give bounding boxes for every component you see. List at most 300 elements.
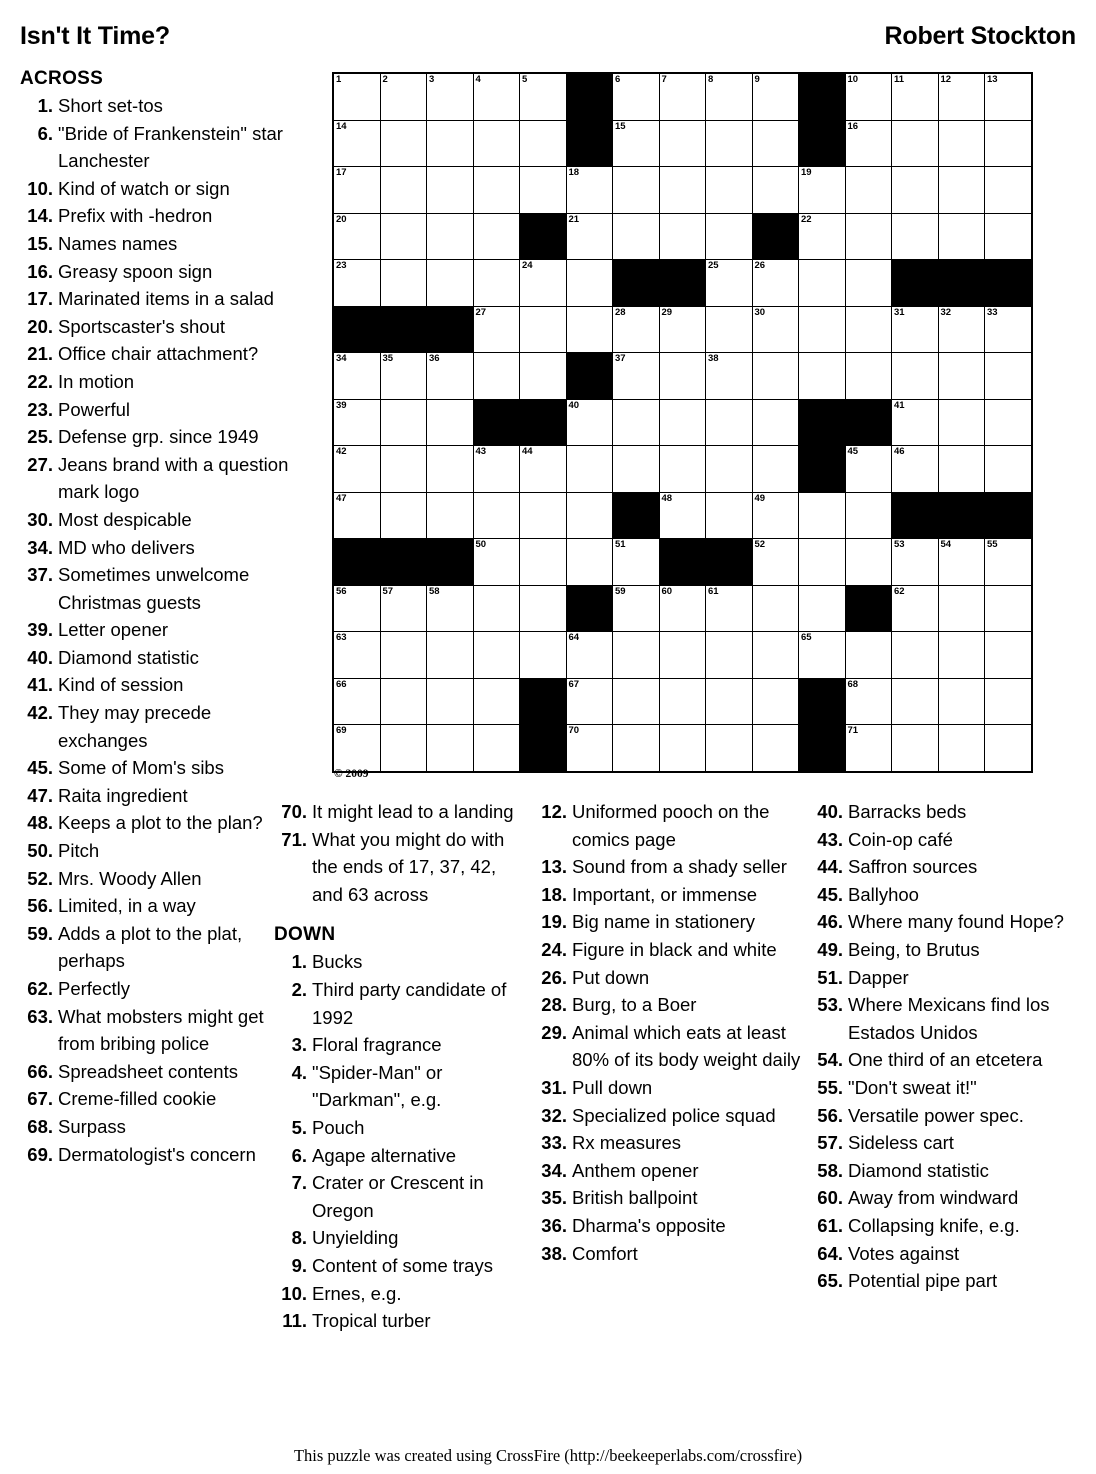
grid-cell[interactable] [427,492,474,539]
grid-cell[interactable] [613,120,660,167]
grid-cell-number: 67 [568,678,580,690]
grid-cell[interactable] [473,73,520,120]
grid-row [333,492,1032,539]
grid-cell[interactable] [892,306,939,353]
grid-cell[interactable] [333,260,380,307]
grid-cell[interactable] [473,725,520,772]
grid-cell[interactable] [892,585,939,632]
grid-cell[interactable] [799,492,846,539]
clue-text: Burg, to a Boer [572,994,697,1016]
grid-cell-block [427,306,474,353]
grid-cell[interactable] [892,725,939,772]
grid-cell[interactable] [799,260,846,307]
grid-cell[interactable] [473,306,520,353]
grid-cell-number: 41 [894,399,905,411]
grid-cell-number: 16 [847,120,859,132]
grid-cell[interactable] [845,446,892,493]
grid-cell[interactable] [520,539,567,586]
grid-cell-number: 68 [847,678,859,690]
grid-cell[interactable] [613,725,660,772]
grid-cell[interactable] [799,585,846,632]
grid-cell[interactable] [892,446,939,493]
grid-cell[interactable] [659,167,706,214]
grid-cell-number: 56 [336,585,347,597]
grid-cell[interactable] [566,167,613,214]
down-clue [534,881,806,909]
down-clue [274,1114,532,1142]
clue-number: 57. [817,1132,843,1154]
grid-cell[interactable] [938,73,985,120]
grid-cell[interactable] [380,73,427,120]
grid-cell[interactable] [613,539,660,586]
clue-number: 41. [27,674,53,696]
grid-cell[interactable] [659,353,706,400]
grid-cell-number: 30 [754,306,766,318]
grid-cell[interactable] [659,678,706,725]
grid-cell[interactable] [380,260,427,307]
grid-cell[interactable] [380,585,427,632]
grid-cell-block [333,539,380,586]
grid-cell[interactable] [892,539,939,586]
grid-row [333,120,1032,167]
grid-cell[interactable] [380,167,427,214]
grid-cell[interactable] [613,399,660,446]
grid-cell[interactable] [706,353,753,400]
down-clue [274,1307,532,1335]
grid-cell[interactable] [566,446,613,493]
grid-cell[interactable] [333,120,380,167]
grid-row [333,260,1032,307]
clue-text: Away from windward [848,1187,1019,1209]
grid-cell[interactable] [566,492,613,539]
grid-cell[interactable] [845,260,892,307]
grid-cell[interactable] [892,353,939,400]
grid-cell[interactable] [659,213,706,260]
down-clue [810,853,1080,881]
grid-cell[interactable] [613,353,660,400]
grid-cell[interactable] [752,120,799,167]
grid-cell-block [520,725,567,772]
grid-cell-number: 5 [522,74,528,85]
grid-cell[interactable] [752,399,799,446]
grid-cell[interactable] [892,73,939,120]
grid-cell[interactable] [380,678,427,725]
grid-cell[interactable] [566,678,613,725]
grid-cell[interactable] [659,585,706,632]
clue-number: 24. [541,938,567,960]
grid-cell[interactable] [845,492,892,539]
grid-cell[interactable] [427,632,474,679]
clue-number: 16. [27,260,53,282]
grid-cell[interactable] [613,585,660,632]
across-clue [20,534,290,562]
grid-cell-number: 42 [336,446,347,457]
grid-cell[interactable] [333,632,380,679]
grid-cell[interactable] [892,632,939,679]
grid-cell[interactable] [520,446,567,493]
grid-cell[interactable] [659,306,706,353]
crossword-grid[interactable] [332,72,1033,773]
clue-number: 28. [541,994,567,1016]
grid-cell[interactable] [613,446,660,493]
clue-text: Big name in stationery [572,911,756,933]
grid-cell[interactable] [333,492,380,539]
grid-cell[interactable] [333,73,380,120]
clue-text: Sound from a shady seller [572,856,787,878]
grid-cell[interactable] [938,725,985,772]
grid-cell[interactable] [659,492,706,539]
clue-text: Spreadsheet contents [58,1060,238,1082]
grid-cell[interactable] [613,306,660,353]
clue-number: 40. [817,801,843,822]
grid-cell[interactable] [427,353,474,400]
down-clue [810,991,1080,1046]
clue-number: 35. [541,1187,567,1209]
grid-cell[interactable] [473,167,520,214]
grid-cell[interactable] [752,632,799,679]
grid-cell[interactable] [985,353,1032,400]
grid-cell[interactable] [752,306,799,353]
grid-row [333,167,1032,214]
clue-number: 23. [27,398,53,420]
across-clue-list-1 [20,92,290,1168]
grid-cell[interactable] [985,725,1032,772]
grid-cell[interactable] [520,120,567,167]
grid-cell[interactable] [938,678,985,725]
grid-cell[interactable] [752,539,799,586]
across-clue [20,865,290,893]
clue-text: Sometimes unwelcome Christmas guests [58,564,250,613]
grid-cell[interactable] [380,399,427,446]
grid-cell[interactable] [892,120,939,167]
across-clue [20,451,290,506]
grid-cell[interactable] [845,120,892,167]
grid-cell[interactable] [613,678,660,725]
down-clue [534,936,806,964]
clue-text: Mrs. Woody Allen [58,867,202,889]
grid-cell[interactable] [427,446,474,493]
grid-cell[interactable] [938,167,985,214]
grid-cell[interactable] [799,632,846,679]
down-clue [810,1184,1080,1212]
clue-text: Pouch [312,1116,365,1138]
grid-cell-block [427,539,474,586]
grid-cell[interactable] [520,632,567,679]
clue-number: 20. [27,315,53,337]
grid-cell-number: 40 [568,399,580,411]
grid-row [333,306,1032,353]
copyright-notice: © 2009 [334,768,369,780]
grid-cell[interactable] [985,585,1032,632]
grid-cell[interactable] [938,306,985,353]
grid-cell[interactable] [706,446,753,493]
down-clue [534,1074,806,1102]
grid-cell[interactable] [938,120,985,167]
grid-cell-number: 34 [336,353,347,364]
footer-credit: This puzzle was created using CrossFire (http://beekeeperlabs.com/crossfire) [293,1446,803,1465]
grid-cell-block [799,73,846,120]
grid-cell[interactable] [985,678,1032,725]
grid-cell[interactable] [520,585,567,632]
clue-number: 6. [291,1144,307,1166]
across-clue [20,809,290,837]
grid-table[interactable] [332,72,1033,773]
grid-cell[interactable] [566,213,613,260]
grid-cell-number: 8 [708,74,714,85]
clue-text: Potential pipe part [848,1270,998,1292]
clue-text: Bucks [312,951,363,973]
grid-cell[interactable] [752,353,799,400]
grid-cell-number: 38 [708,353,719,364]
down-clue-list-3 [810,798,1080,1295]
grid-cell[interactable] [473,632,520,679]
grid-cell[interactable] [938,353,985,400]
grid-cell-number: 36 [429,353,440,364]
grid-cell[interactable] [892,399,939,446]
grid-cell[interactable] [706,632,753,679]
grid-cell[interactable] [473,585,520,632]
grid-cell[interactable] [520,353,567,400]
grid-cell[interactable] [845,353,892,400]
grid-cell[interactable] [985,446,1032,493]
clue-number: 18. [541,883,567,905]
grid-cell-number: 65 [801,632,812,643]
grid-cell[interactable] [427,120,474,167]
grid-cell-number: 20 [336,213,347,225]
clue-number: 34. [541,1159,567,1181]
grid-cell[interactable] [613,167,660,214]
grid-cell[interactable] [845,73,892,120]
grid-cell[interactable] [706,120,753,167]
grid-cell[interactable] [799,213,846,260]
grid-cell[interactable] [985,399,1032,446]
grid-cell[interactable] [566,306,613,353]
grid-cell[interactable] [427,167,474,214]
down-clue [810,936,1080,964]
grid-cell[interactable] [473,492,520,539]
grid-cell[interactable] [566,539,613,586]
clue-number: 64. [817,1242,843,1264]
grid-cell[interactable] [333,678,380,725]
grid-cell[interactable] [799,539,846,586]
across-clue [20,230,290,258]
grid-cell[interactable] [938,632,985,679]
grid-cell[interactable] [427,725,474,772]
grid-cell[interactable] [985,306,1032,353]
grid-cell[interactable] [938,399,985,446]
grid-cell[interactable] [799,353,846,400]
clue-text: Powerful [58,398,130,420]
grid-cell-number: 18 [568,167,580,178]
clue-number: 43. [817,828,843,850]
grid-cell[interactable] [333,399,380,446]
grid-cell[interactable] [845,725,892,772]
down-clue [810,1129,1080,1157]
grid-cell[interactable] [752,585,799,632]
grid-cell[interactable] [613,213,660,260]
grid-cell[interactable] [985,539,1032,586]
grid-cell[interactable] [752,725,799,772]
grid-cell-number: 60 [661,585,673,597]
grid-cell-number: 21 [568,213,580,225]
grid-cell-block [566,353,613,400]
clue-number: 8. [291,1227,307,1249]
clue-text: Adds a plot to the plat, perhaps [58,922,243,972]
grid-cell[interactable] [613,632,660,679]
grid-cell[interactable] [566,399,613,446]
grid-cell[interactable] [659,120,706,167]
clue-number: 21. [27,343,53,365]
grid-cell[interactable] [706,492,753,539]
grid-cell[interactable] [427,260,474,307]
grid-cell[interactable] [380,120,427,167]
grid-cell[interactable] [427,585,474,632]
grid-cell[interactable] [845,306,892,353]
grid-cell[interactable] [473,539,520,586]
grid-cell[interactable] [752,260,799,307]
grid-cell[interactable] [892,167,939,214]
grid-cell[interactable] [706,306,753,353]
grid-cell[interactable] [520,306,567,353]
grid-cell[interactable] [380,632,427,679]
grid-cell[interactable] [706,167,753,214]
grid-cell[interactable] [938,213,985,260]
grid-cell-number: 13 [987,74,998,85]
grid-cell[interactable] [333,585,380,632]
grid-cell[interactable] [938,539,985,586]
grid-cell-block [799,120,846,167]
clue-text: Versatile power spec. [848,1104,1024,1126]
grid-cell[interactable] [752,167,799,214]
down-clue [534,964,806,992]
grid-cell[interactable] [427,678,474,725]
grid-cell[interactable] [845,167,892,214]
down-clue-list-2 [534,798,806,1267]
grid-cell[interactable] [985,120,1032,167]
grid-cell[interactable] [333,446,380,493]
grid-cell-number: 58 [429,585,440,597]
grid-cell[interactable] [380,492,427,539]
clue-text: Marinated items in a salad [58,288,274,310]
grid-cell[interactable] [520,73,567,120]
clue-text: Sideless cart [848,1132,954,1154]
grid-cell[interactable] [706,213,753,260]
grid-cell[interactable] [752,446,799,493]
down-clue [810,798,1080,826]
grid-cell[interactable] [520,492,567,539]
clue-text: Animal which eats at least 80% of its body weight daily [572,1021,801,1071]
across-clue [20,423,290,451]
grid-cell[interactable] [892,678,939,725]
grid-cell-number: 46 [894,446,905,457]
clue-text: Creme-filled cookie [58,1088,217,1110]
grid-cell[interactable] [892,213,939,260]
grid-cell[interactable] [380,213,427,260]
grid-cell[interactable] [799,306,846,353]
down-clue-list-1 [274,948,532,1334]
grid-cell[interactable] [473,446,520,493]
grid-cell[interactable] [938,585,985,632]
grid-row [333,725,1032,772]
grid-cell-block [892,260,939,307]
grid-cell[interactable] [473,213,520,260]
grid-cell[interactable] [380,725,427,772]
grid-cell[interactable] [752,678,799,725]
grid-cell[interactable] [659,725,706,772]
grid-cell[interactable] [659,73,706,120]
grid-cell[interactable] [985,213,1032,260]
clue-number: 33. [541,1132,567,1154]
grid-cell[interactable] [706,73,753,120]
grid-cell[interactable] [427,213,474,260]
grid-cell[interactable] [938,446,985,493]
grid-cell[interactable] [845,539,892,586]
clue-number: 7. [291,1172,307,1194]
grid-cell[interactable] [799,167,846,214]
grid-cell-number: 12 [940,74,952,85]
grid-cell[interactable] [706,585,753,632]
grid-cell[interactable] [473,120,520,167]
grid-cell[interactable] [706,678,753,725]
grid-cell[interactable] [659,446,706,493]
grid-cell[interactable] [520,167,567,214]
clue-text: Letter opener [58,619,169,641]
across-clue [20,837,290,865]
grid-cell[interactable] [333,167,380,214]
grid-cell[interactable] [659,399,706,446]
grid-cell[interactable] [473,260,520,307]
grid-cell[interactable] [427,399,474,446]
grid-cell[interactable] [427,73,474,120]
grid-cell[interactable] [845,213,892,260]
grid-cell[interactable] [380,446,427,493]
grid-cell[interactable] [473,353,520,400]
grid-cell[interactable] [333,725,380,772]
grid-cell[interactable] [985,167,1032,214]
grid-cell[interactable] [845,632,892,679]
grid-cell[interactable] [752,73,799,120]
across-clue [20,1058,290,1086]
grid-cell[interactable] [706,399,753,446]
grid-cell[interactable] [380,353,427,400]
clue-number: 60. [817,1187,843,1209]
clue-text: Raita ingredient [58,784,188,806]
grid-cell[interactable] [333,353,380,400]
clue-number: 31. [541,1076,567,1098]
grid-cell[interactable] [566,725,613,772]
grid-cell-block [566,585,613,632]
grid-cell[interactable] [473,678,520,725]
clue-text: Dharma's opposite [572,1214,726,1236]
grid-cell[interactable] [985,73,1032,120]
grid-cell-block [613,260,660,307]
grid-cell[interactable] [706,260,753,307]
grid-cell[interactable] [333,213,380,260]
grid-cell[interactable] [706,725,753,772]
grid-cell[interactable] [613,73,660,120]
grid-cell[interactable] [985,632,1032,679]
grid-cell[interactable] [566,632,613,679]
grid-cell-block [473,399,520,446]
grid-cell[interactable] [845,678,892,725]
grid-cell[interactable] [752,492,799,539]
grid-cell[interactable] [520,260,567,307]
clue-number: 52. [27,867,53,889]
across-clue [20,202,290,230]
grid-cell[interactable] [659,632,706,679]
grid-cell[interactable] [566,260,613,307]
grid-row [333,213,1032,260]
